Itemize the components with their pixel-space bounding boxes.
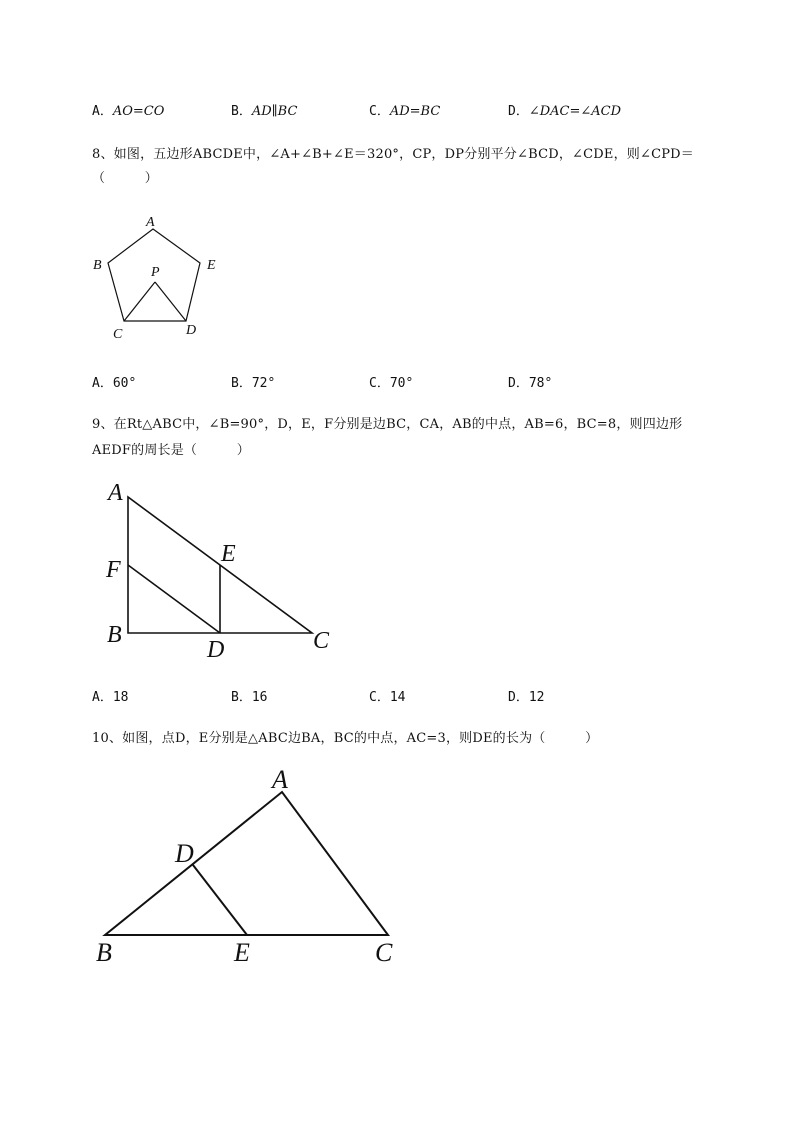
q7-option-b: B．AD∥BC <box>231 104 298 119</box>
q10-triangle-abc <box>105 792 388 935</box>
q8-stem-line1: 8、如图，五边形ABCDE中，∠A+∠B+∠E＝320°，CP，DP分别平分∠BCD，∠CDE，则∠CPD＝ <box>92 147 695 162</box>
q10-label-d: D <box>175 839 194 868</box>
q9-option-b: B．16 <box>231 690 268 705</box>
q9-label-b: B <box>107 622 122 648</box>
q9-label-e: E <box>221 541 236 567</box>
q8-label-e: E <box>207 258 216 273</box>
q9-option-d: D．12 <box>508 690 545 705</box>
q8-option-b: B．72° <box>231 376 276 391</box>
q9-stem-line2: AEDF的周长是（ ） <box>92 443 250 458</box>
q10-segment-de <box>193 865 247 935</box>
q8-option-c: C．70° <box>369 376 414 391</box>
q9-stem-line1: 9、在Rt△ABC中，∠B=90°，D，E，F分别是边BC，CA，AB的中点，AB=6，BC=8，则四边形 <box>92 417 683 432</box>
q9-label-f: F <box>106 557 121 583</box>
q8-label-b: B <box>93 258 102 273</box>
q10-label-e: E <box>234 938 250 967</box>
q7-option-a: A．AO=CO <box>92 104 165 119</box>
q9-label-d: D <box>207 637 225 663</box>
q9-label-c: C <box>313 628 330 654</box>
q9-option-c: C．14 <box>369 690 406 705</box>
q10-label-c: C <box>375 938 393 967</box>
q8-label-d: D <box>186 323 197 338</box>
q8-label-p: P <box>151 265 160 280</box>
q8-label-c: C <box>113 327 123 342</box>
q9-label-a: A <box>108 480 123 506</box>
q8-option-d: D．78° <box>508 376 553 391</box>
q7-option-c: C．AD=BC <box>369 104 441 119</box>
q8-stem-line2: （ ） <box>92 171 159 186</box>
q10-label-b: B <box>96 938 112 967</box>
q8-option-a: A．60° <box>92 376 137 391</box>
q10-label-a: A <box>272 765 288 794</box>
q9-option-a: A．18 <box>92 690 129 705</box>
q8-label-a: A <box>146 215 155 230</box>
q7-option-d: D．∠DAC=∠ACD <box>508 104 622 119</box>
q10-stem-line1: 10、如图，点D，E分别是△ABC边BA，BC的中点，AC=3，则DE的长为（ ） <box>92 731 599 746</box>
